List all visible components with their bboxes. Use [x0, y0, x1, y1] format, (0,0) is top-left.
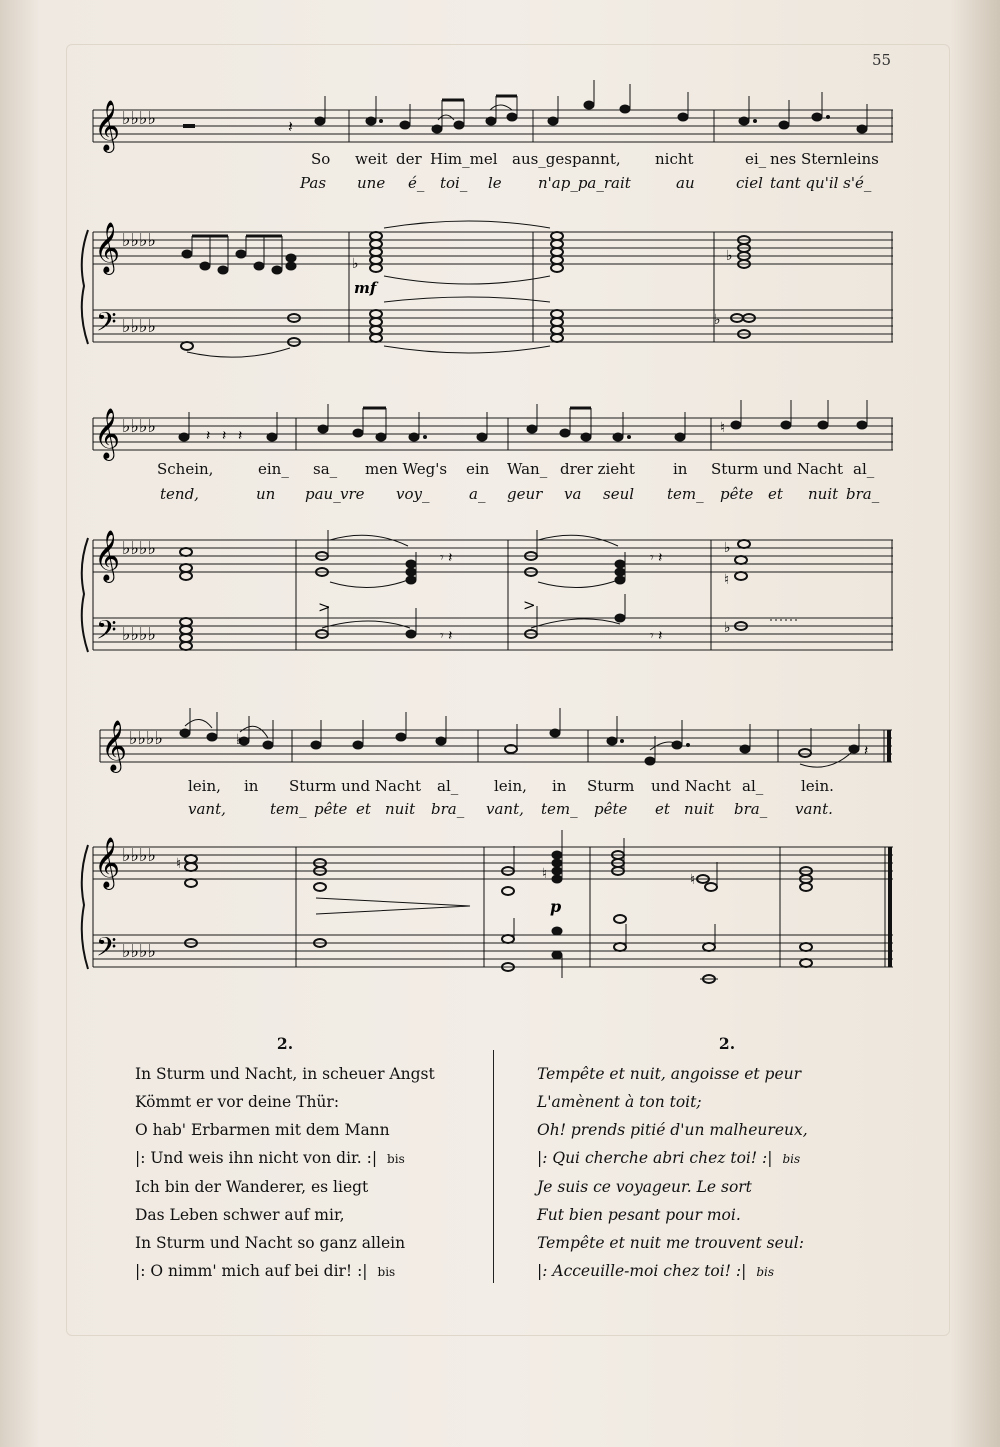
key-signature: ♭♭♭♭	[122, 108, 156, 129]
piano-bass-staff	[93, 297, 893, 357]
verse-line-repeat	[537, 1144, 877, 1173]
lyric-word-fr: voy_	[396, 485, 430, 503]
lyric-word: nes Sternleins	[770, 150, 879, 168]
lyric-word-fr: pête	[594, 800, 628, 818]
lyric-word-fr: et	[655, 800, 670, 818]
lyric-word: lein.	[801, 777, 834, 795]
verse-line: Kömmt er vor deine Thür:	[135, 1093, 340, 1111]
lyric-word: lein,	[494, 777, 527, 795]
lyric-word: al_	[742, 777, 764, 795]
svg-text:𝄾 𝄽: 𝄾 𝄽	[440, 628, 453, 644]
lyric-word: Schein,	[157, 460, 214, 478]
verse-line-text: |: Qui cherche abri chez toi! :|	[537, 1149, 773, 1167]
lyric-word-fr: vant,	[188, 800, 226, 818]
treble-clef-icon: 𝄞	[94, 408, 121, 459]
lyric-word: drer zieht	[560, 460, 635, 478]
lyric-word-fr: vant.	[795, 800, 833, 818]
piano-bass-staff	[93, 915, 893, 983]
accent-mark: >	[523, 596, 536, 614]
vocal-staff	[93, 400, 893, 461]
lyric-word: men Weg's	[365, 460, 448, 478]
verse-line-repeat	[537, 1257, 877, 1286]
verse-line: In Sturm und Nacht so ganz allein	[135, 1234, 406, 1252]
treble-clef-icon: 𝄞	[101, 720, 128, 771]
page-number: 55	[872, 51, 892, 69]
svg-text:♭: ♭	[236, 732, 243, 748]
accent-mark: >	[318, 598, 331, 616]
piano-brace	[82, 538, 88, 652]
bass-clef-icon: 𝄢	[96, 306, 117, 344]
lyric-word: Him_mel	[430, 150, 498, 168]
piano-bass-staff	[93, 594, 893, 652]
lyric-word-fr: pête	[720, 485, 754, 503]
lyric-word-fr: a_	[469, 485, 486, 503]
treble-clef-icon: 𝄞	[94, 530, 121, 581]
svg-text:𝄾 𝄽: 𝄾 𝄽	[440, 550, 453, 566]
piano-brace	[82, 230, 88, 344]
lyric-word-fr: tant qu'il s'é_	[770, 174, 872, 192]
vocal-staff	[93, 80, 893, 153]
key-signature: ♭♭♭♭	[122, 416, 156, 437]
svg-text:♮: ♮	[720, 420, 726, 436]
verse-line-text: |: Acceuille-moi chez toi! :|	[537, 1262, 747, 1280]
lyric-word-fr: vre	[340, 485, 365, 503]
svg-text:𝄾 𝄽: 𝄾 𝄽	[650, 550, 663, 566]
piano-treble-staff	[93, 830, 893, 916]
lyric-word-fr: geur	[507, 485, 543, 503]
bass-clef-icon: 𝄢	[96, 614, 117, 652]
lyric-word: in	[673, 460, 688, 478]
verse-divider	[493, 1050, 494, 1283]
verse-line: L'amènent à ton toit;	[537, 1093, 702, 1111]
key-signature: ♭♭♭♭	[122, 316, 156, 337]
verse-line: Ich bin der Wanderer, es liegt	[135, 1178, 369, 1196]
verse-line: Tempête et nuit me trouvent seul:	[537, 1234, 804, 1252]
treble-clef-icon: 𝄞	[94, 222, 121, 273]
verse-line-text: |: O nimm' mich auf bei dir! :|	[135, 1262, 368, 1280]
verse-line: Je suis ce voyageur. Le sort	[537, 1178, 752, 1196]
verse-number: 2.	[276, 1034, 294, 1053]
lyric-word: Sturm und Nacht	[289, 777, 421, 795]
lyric-word: und Nacht	[651, 777, 731, 795]
rest-icon: 𝄽	[288, 117, 293, 136]
dynamic-mf: mf	[354, 279, 377, 297]
piano-treble-staff	[93, 221, 893, 284]
dynamic-p: p	[550, 897, 562, 916]
verse-line: Tempête et nuit, angoisse et peur	[537, 1065, 802, 1083]
lyric-word-fr: bra_	[846, 485, 880, 503]
lyric-word-fr: nuit	[385, 800, 416, 818]
svg-text:𝄽: 𝄽	[864, 743, 869, 759]
bis-label: bis	[387, 1152, 405, 1166]
verse-line: Fut bien pesant pour moi.	[537, 1206, 741, 1224]
key-signature: ♭♭♭♭	[122, 230, 156, 251]
lyric-word: al_	[437, 777, 459, 795]
svg-text:𝄾 𝄽: 𝄾 𝄽	[650, 628, 663, 644]
lyric-word-fr: seul	[603, 485, 635, 503]
lyric-word: So	[311, 150, 331, 168]
lyric-word-fr: pau_	[305, 485, 341, 503]
verse-line: O hab' Erbarmen mit dem Mann	[135, 1121, 390, 1139]
lyric-word-fr: ciel	[736, 174, 763, 192]
verse-number: 2.	[718, 1034, 736, 1053]
svg-text:♭: ♭	[352, 256, 359, 272]
lyric-word: al_	[853, 460, 875, 478]
svg-text:𝄽: 𝄽	[206, 428, 211, 444]
lyric-word-fr: nuit	[808, 485, 839, 503]
lyric-word-fr: tem_	[541, 800, 578, 818]
lyric-word: weit	[355, 150, 388, 168]
key-signature: ♭♭♭♭	[122, 941, 156, 962]
system-3	[82, 708, 893, 983]
lyric-word: Sturm	[587, 777, 635, 795]
svg-text:♮: ♮	[724, 572, 730, 588]
lyric-word-fr: un	[256, 485, 276, 503]
lyric-word-fr: bra_	[734, 800, 768, 818]
svg-text:♭: ♭	[714, 312, 721, 328]
svg-text:𝄽: 𝄽	[222, 428, 227, 444]
vocal-staff	[100, 708, 892, 773]
lyric-word-fr: au	[676, 174, 695, 192]
svg-text:♮: ♮	[542, 866, 548, 882]
svg-text:♭: ♭	[724, 540, 731, 556]
bis-label: bis	[782, 1152, 801, 1166]
bis-label: bis	[377, 1265, 396, 1279]
svg-text:𝄽: 𝄽	[238, 428, 243, 444]
lyric-word-fr: pête	[314, 800, 348, 818]
lyric-word-fr: tend,	[160, 485, 199, 503]
lyric-word-fr: n'ap_pa_rait	[538, 174, 631, 192]
verse-2-french	[537, 1030, 877, 1286]
lyric-word-fr: le	[488, 174, 502, 192]
piano-treble-staff	[93, 530, 893, 588]
lyric-word-fr: et	[356, 800, 371, 818]
verse-line-repeat	[135, 1257, 465, 1286]
lyric-word: Sturm und Nacht	[711, 460, 843, 478]
lyric-word-fr: tem_	[667, 485, 704, 503]
verse-line-repeat	[135, 1144, 465, 1173]
lyric-word-fr: va	[564, 485, 582, 503]
system-2	[82, 400, 893, 652]
treble-clef-icon: 𝄞	[94, 837, 121, 888]
lyric-word-fr: é_	[408, 174, 425, 192]
lyric-word-fr: une	[357, 174, 386, 192]
lyric-word-fr: bra_	[431, 800, 465, 818]
lyric-word: Wan_	[507, 460, 548, 478]
key-signature: ♭♭♭♭	[129, 728, 163, 749]
verse-line: In Sturm und Nacht, in scheuer Angst	[135, 1065, 435, 1083]
system-1	[82, 80, 893, 357]
key-signature: ♭♭♭♭	[122, 845, 156, 866]
lyric-word: in	[552, 777, 567, 795]
lyric-word: nicht	[655, 150, 694, 168]
verse-line: Das Leben schwer auf mir,	[135, 1206, 345, 1224]
lyric-word: sa_	[313, 460, 338, 478]
svg-text:♮: ♮	[690, 872, 696, 888]
lyric-word: ei_	[745, 150, 767, 168]
lyric-word: in	[244, 777, 259, 795]
svg-text:♭: ♭	[726, 248, 733, 264]
svg-text:♭: ♭	[724, 620, 731, 636]
lyric-word-fr: et	[768, 485, 783, 503]
svg-text:♮: ♮	[176, 856, 182, 872]
lyric-word-fr: Pas	[300, 174, 327, 192]
lyric-word: der	[396, 150, 422, 168]
bass-clef-icon: 𝄢	[96, 931, 117, 969]
lyric-word: ein_	[258, 460, 289, 478]
verse-2-german	[135, 1030, 465, 1286]
lyric-word-fr: tem_	[270, 800, 307, 818]
lyric-word-fr: toi_	[440, 174, 468, 192]
key-signature: ♭♭♭♭	[122, 538, 156, 559]
lyric-word-fr: nuit	[684, 800, 715, 818]
lyric-word-fr: vant,	[486, 800, 524, 818]
lyric-word: ein	[466, 460, 490, 478]
verse-line-text: |: Und weis ihn nicht von dir. :|	[135, 1149, 378, 1167]
bis-label: bis	[756, 1265, 775, 1279]
lyric-word: lein,	[188, 777, 221, 795]
piano-brace	[82, 845, 88, 969]
lyric-word: aus_gespannt,	[512, 150, 621, 168]
key-signature: ♭♭♭♭	[122, 624, 156, 645]
treble-clef-icon: 𝄞	[94, 100, 121, 151]
verse-line: Oh! prends pitié d'un malheureux,	[537, 1121, 808, 1139]
